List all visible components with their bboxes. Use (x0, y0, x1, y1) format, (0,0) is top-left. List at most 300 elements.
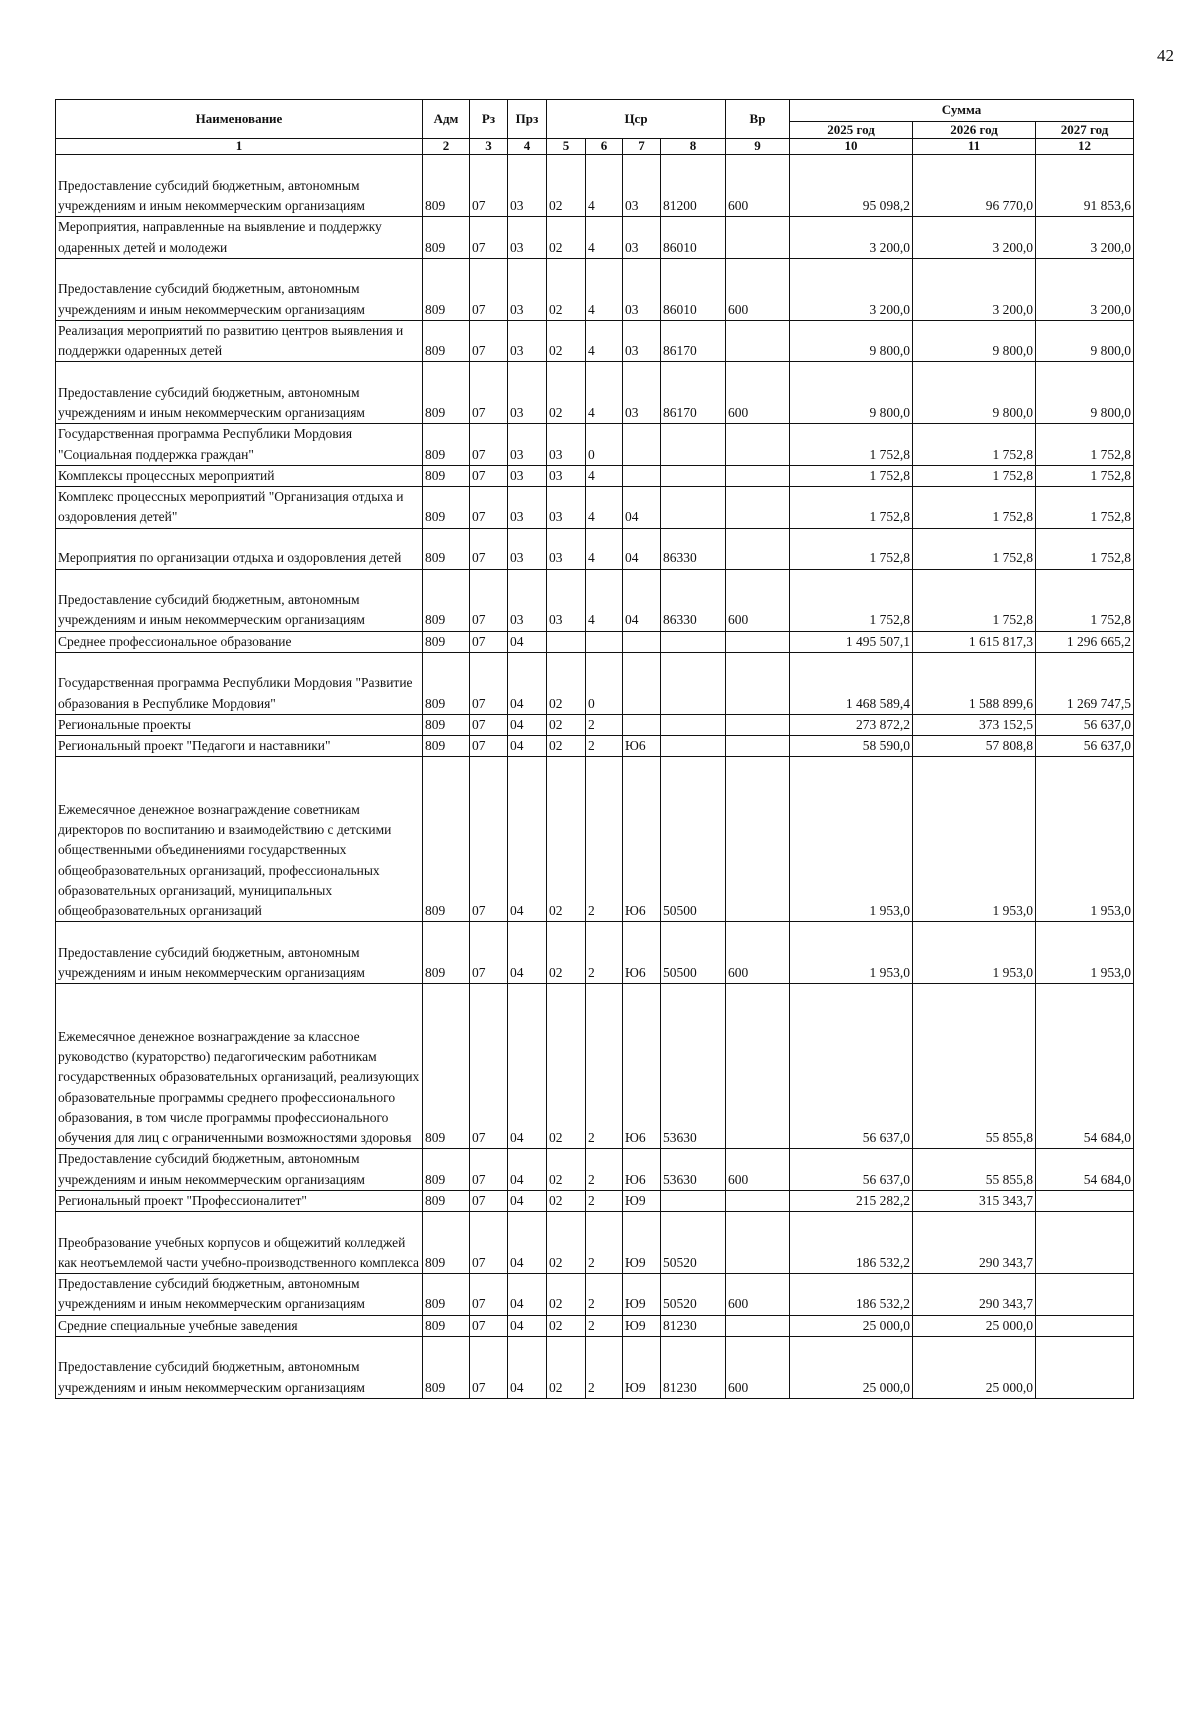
row-adm: 809 (423, 1212, 470, 1274)
header-name: Наименование (56, 100, 423, 139)
row-sum-2025: 9 800,0 (790, 362, 913, 424)
row-sum-2026: 373 152,5 (913, 714, 1036, 735)
row-sum-2025: 25 000,0 (790, 1315, 913, 1336)
row-csr-direction (661, 1190, 726, 1211)
row-prz: 03 (508, 155, 547, 217)
row-sum-2026: 290 343,7 (913, 1212, 1036, 1274)
row-sum-2025: 1 953,0 (790, 757, 913, 922)
row-name: Государственная программа Республики Мордовия "Социальная поддержка граждан" (56, 424, 423, 466)
table-row (56, 714, 1134, 735)
row-sum-2025: 273 872,2 (790, 714, 913, 735)
row-adm: 809 (423, 487, 470, 529)
col-number: 5 (547, 139, 586, 155)
row-csr-direction (661, 714, 726, 735)
row-prz: 04 (508, 1149, 547, 1191)
row-csr-program: 02 (547, 1274, 586, 1316)
row-sum-2026: 9 800,0 (913, 362, 1036, 424)
header-rz: Рз (470, 100, 508, 139)
table-row (56, 569, 1134, 631)
header-prz: Прз (508, 100, 547, 139)
table-row (56, 1274, 1134, 1316)
row-sum-2026: 1 752,8 (913, 569, 1036, 631)
row-csr-program: 02 (547, 1212, 586, 1274)
row-adm: 809 (423, 631, 470, 652)
row-csr-program: 03 (547, 465, 586, 486)
row-sum-2027: 54 684,0 (1036, 984, 1134, 1149)
row-adm: 809 (423, 569, 470, 631)
row-csr-type: 0 (586, 652, 623, 714)
row-csr-direction: 86170 (661, 362, 726, 424)
row-prz: 03 (508, 362, 547, 424)
row-csr-program: 02 (547, 922, 586, 984)
row-sum-2025: 1 752,8 (790, 424, 913, 466)
row-rz: 07 (470, 569, 508, 631)
row-sum-2025: 58 590,0 (790, 736, 913, 757)
table-row (56, 1315, 1134, 1336)
row-csr-structure: Ю6 (623, 984, 661, 1149)
row-sum-2027 (1036, 1212, 1134, 1274)
row-adm: 809 (423, 1336, 470, 1398)
row-rz: 07 (470, 1315, 508, 1336)
row-csr-type: 2 (586, 1190, 623, 1211)
row-sum-2026: 1 752,8 (913, 528, 1036, 569)
row-csr-structure (623, 424, 661, 466)
row-csr-structure: Ю6 (623, 922, 661, 984)
row-rz: 07 (470, 1149, 508, 1191)
table-row (56, 757, 1134, 922)
row-csr-structure: Ю9 (623, 1274, 661, 1316)
row-sum-2025: 1 752,8 (790, 528, 913, 569)
table-row (56, 1336, 1134, 1398)
row-csr-program: 03 (547, 487, 586, 529)
row-adm: 809 (423, 217, 470, 259)
row-prz: 04 (508, 652, 547, 714)
col-number: 6 (586, 139, 623, 155)
row-sum-2025: 3 200,0 (790, 258, 913, 320)
table-row (56, 528, 1134, 569)
row-csr-type: 4 (586, 217, 623, 259)
col-number: 4 (508, 139, 547, 155)
row-vr (726, 424, 790, 466)
row-prz: 04 (508, 757, 547, 922)
row-prz: 04 (508, 1336, 547, 1398)
table-row (56, 217, 1134, 259)
row-vr (726, 631, 790, 652)
row-name: Государственная программа Республики Мордовия "Развитие образования в Республике Мордовия" (56, 652, 423, 714)
row-rz: 07 (470, 1190, 508, 1211)
row-sum-2026: 1 752,8 (913, 487, 1036, 529)
row-csr-type: 2 (586, 736, 623, 757)
row-prz: 04 (508, 922, 547, 984)
row-vr (726, 1212, 790, 1274)
col-number: 2 (423, 139, 470, 155)
row-rz: 07 (470, 984, 508, 1149)
row-csr-program: 02 (547, 757, 586, 922)
row-csr-type: 4 (586, 362, 623, 424)
table-row (56, 424, 1134, 466)
row-prz: 04 (508, 1190, 547, 1211)
row-sum-2025: 1 468 589,4 (790, 652, 913, 714)
row-csr-direction: 86010 (661, 217, 726, 259)
row-adm: 809 (423, 714, 470, 735)
row-sum-2026: 290 343,7 (913, 1274, 1036, 1316)
row-rz: 07 (470, 652, 508, 714)
row-prz: 03 (508, 569, 547, 631)
row-adm: 809 (423, 922, 470, 984)
row-adm: 809 (423, 424, 470, 466)
row-vr (726, 465, 790, 486)
row-sum-2025: 25 000,0 (790, 1336, 913, 1398)
row-sum-2027: 1 269 747,5 (1036, 652, 1134, 714)
row-rz: 07 (470, 1212, 508, 1274)
row-name: Комплекс процессных мероприятий "Организация отдыха и оздоровления детей" (56, 487, 423, 529)
row-sum-2027: 1 752,8 (1036, 465, 1134, 486)
header-adm: Адм (423, 100, 470, 139)
row-sum-2026: 1 752,8 (913, 424, 1036, 466)
row-csr-program: 02 (547, 362, 586, 424)
row-vr (726, 714, 790, 735)
row-csr-direction (661, 465, 726, 486)
row-sum-2027 (1036, 1315, 1134, 1336)
row-sum-2025: 1 953,0 (790, 922, 913, 984)
row-vr: 600 (726, 922, 790, 984)
row-name: Преобразование учебных корпусов и общежитий колледжей как неотъемлемой части учебно-производственного комплекса (56, 1212, 423, 1274)
row-prz: 04 (508, 1274, 547, 1316)
row-sum-2026: 3 200,0 (913, 217, 1036, 259)
row-rz: 07 (470, 631, 508, 652)
row-csr-direction: 50500 (661, 757, 726, 922)
row-sum-2027: 3 200,0 (1036, 217, 1134, 259)
row-csr-program: 02 (547, 258, 586, 320)
row-sum-2026: 57 808,8 (913, 736, 1036, 757)
header-year-2025: 2025 год (790, 122, 913, 139)
row-sum-2025: 186 532,2 (790, 1212, 913, 1274)
row-sum-2025: 56 637,0 (790, 1149, 913, 1191)
row-csr-structure: 03 (623, 217, 661, 259)
row-sum-2027: 1 296 665,2 (1036, 631, 1134, 652)
row-prz: 03 (508, 424, 547, 466)
row-csr-direction: 50520 (661, 1212, 726, 1274)
row-csr-direction (661, 652, 726, 714)
row-rz: 07 (470, 714, 508, 735)
row-sum-2026: 1 588 899,6 (913, 652, 1036, 714)
row-sum-2027: 9 800,0 (1036, 320, 1134, 362)
row-csr-type: 2 (586, 922, 623, 984)
row-adm: 809 (423, 258, 470, 320)
row-prz: 04 (508, 1212, 547, 1274)
header-csr: Цср (547, 100, 726, 139)
table-row (56, 631, 1134, 652)
row-adm: 809 (423, 984, 470, 1149)
row-csr-type: 0 (586, 424, 623, 466)
row-name: Реализация мероприятий по развитию центров выявления и поддержки одаренных детей (56, 320, 423, 362)
row-vr: 600 (726, 1336, 790, 1398)
row-csr-program: 02 (547, 714, 586, 735)
row-sum-2026: 1 953,0 (913, 922, 1036, 984)
row-name: Предоставление субсидий бюджетным, автономным учреждениям и иным некоммерческим организациям (56, 1149, 423, 1191)
row-name: Предоставление субсидий бюджетным, автономным учреждениям и иным некоммерческим организациям (56, 569, 423, 631)
row-vr (726, 217, 790, 259)
row-adm: 809 (423, 1274, 470, 1316)
row-sum-2027: 9 800,0 (1036, 362, 1134, 424)
row-sum-2025: 95 098,2 (790, 155, 913, 217)
row-csr-structure: 04 (623, 569, 661, 631)
row-sum-2026: 96 770,0 (913, 155, 1036, 217)
row-csr-program: 02 (547, 320, 586, 362)
row-prz: 04 (508, 1315, 547, 1336)
row-csr-structure: Ю9 (623, 1336, 661, 1398)
row-csr-direction: 53630 (661, 1149, 726, 1191)
row-adm: 809 (423, 362, 470, 424)
row-vr (726, 320, 790, 362)
row-adm: 809 (423, 736, 470, 757)
row-csr-type (586, 631, 623, 652)
page-number: 42 (1157, 46, 1174, 65)
row-csr-structure: 04 (623, 528, 661, 569)
row-adm: 809 (423, 1190, 470, 1211)
row-csr-type: 4 (586, 258, 623, 320)
row-sum-2025: 9 800,0 (790, 320, 913, 362)
row-name: Предоставление субсидий бюджетным, автономным учреждениям и иным некоммерческим организациям (56, 1274, 423, 1316)
row-adm: 809 (423, 757, 470, 922)
row-sum-2025: 3 200,0 (790, 217, 913, 259)
row-csr-type: 2 (586, 1149, 623, 1191)
row-csr-program: 02 (547, 1149, 586, 1191)
row-csr-direction (661, 631, 726, 652)
row-sum-2027: 1 752,8 (1036, 424, 1134, 466)
row-csr-direction (661, 424, 726, 466)
budget-table-body (56, 155, 1134, 1399)
row-csr-structure (623, 714, 661, 735)
row-prz: 03 (508, 465, 547, 486)
col-number: 9 (726, 139, 790, 155)
row-csr-structure (623, 465, 661, 486)
row-csr-type: 2 (586, 1212, 623, 1274)
row-vr (726, 652, 790, 714)
row-sum-2027 (1036, 1274, 1134, 1316)
row-sum-2026: 1 752,8 (913, 465, 1036, 486)
row-name: Ежемесячное денежное вознаграждение советникам директоров по воспитанию и взаимодействию с детскими общественными объединениями государственных общеобразовательных организаций, профессиональных образовательных организаций, муниципальных общеобразовательных организаций (56, 757, 423, 922)
row-vr: 600 (726, 1274, 790, 1316)
row-name: Мероприятия по организации отдыха и оздоровления детей (56, 528, 423, 569)
table-row (56, 652, 1134, 714)
row-sum-2027: 56 637,0 (1036, 736, 1134, 757)
row-name: Средние специальные учебные заведения (56, 1315, 423, 1336)
row-name: Среднее профессиональное образование (56, 631, 423, 652)
row-rz: 07 (470, 922, 508, 984)
row-name: Региональный проект "Профессионалитет" (56, 1190, 423, 1211)
row-csr-program: 02 (547, 217, 586, 259)
col-number: 10 (790, 139, 913, 155)
row-prz: 03 (508, 258, 547, 320)
row-csr-structure: 03 (623, 258, 661, 320)
row-sum-2026: 315 343,7 (913, 1190, 1036, 1211)
row-prz: 03 (508, 528, 547, 569)
row-rz: 07 (470, 757, 508, 922)
row-name: Предоставление субсидий бюджетным, автономным учреждениям и иным некоммерческим организациям (56, 1336, 423, 1398)
row-name: Предоставление субсидий бюджетным, автономным учреждениям и иным некоммерческим организациям (56, 155, 423, 217)
row-prz: 03 (508, 320, 547, 362)
row-prz: 04 (508, 714, 547, 735)
row-csr-program: 02 (547, 1190, 586, 1211)
header-year-2026: 2026 год (913, 122, 1036, 139)
col-number: 11 (913, 139, 1036, 155)
row-rz: 07 (470, 528, 508, 569)
row-sum-2027: 1 953,0 (1036, 757, 1134, 922)
row-vr (726, 984, 790, 1149)
row-csr-program: 03 (547, 424, 586, 466)
row-adm: 809 (423, 320, 470, 362)
row-prz: 04 (508, 736, 547, 757)
row-sum-2025: 1 752,8 (790, 487, 913, 529)
row-name: Предоставление субсидий бюджетным, автономным учреждениям и иным некоммерческим организациям (56, 258, 423, 320)
row-csr-structure: 04 (623, 487, 661, 529)
row-name: Предоставление субсидий бюджетным, автономным учреждениям и иным некоммерческим организациям (56, 362, 423, 424)
row-sum-2027: 1 752,8 (1036, 569, 1134, 631)
row-name: Ежемесячное денежное вознаграждение за классное руководство (кураторство) педагогическим работникам государственных образовательных организаций, реализующих образовательные программы среднего профессионального образования, в том числе программы профессионального обучения для лиц с ограниченными возможностями здоровья (56, 984, 423, 1149)
row-sum-2025: 215 282,2 (790, 1190, 913, 1211)
col-number: 1 (56, 139, 423, 155)
row-vr (726, 757, 790, 922)
row-csr-type: 2 (586, 1336, 623, 1398)
row-prz: 04 (508, 631, 547, 652)
row-sum-2027: 3 200,0 (1036, 258, 1134, 320)
table-row (56, 155, 1134, 217)
row-adm: 809 (423, 652, 470, 714)
row-vr: 600 (726, 1149, 790, 1191)
row-csr-direction: 81200 (661, 155, 726, 217)
row-csr-structure: Ю9 (623, 1190, 661, 1211)
row-name: Региональный проект "Педагоги и наставники" (56, 736, 423, 757)
table-row (56, 320, 1134, 362)
row-csr-type: 2 (586, 714, 623, 735)
table-row (56, 922, 1134, 984)
row-csr-direction: 50500 (661, 922, 726, 984)
table-row (56, 1190, 1134, 1211)
row-vr (726, 487, 790, 529)
row-prz: 04 (508, 984, 547, 1149)
row-sum-2027: 54 684,0 (1036, 1149, 1134, 1191)
row-sum-2025: 186 532,2 (790, 1274, 913, 1316)
col-number: 12 (1036, 139, 1134, 155)
row-name: Комплексы процессных мероприятий (56, 465, 423, 486)
row-csr-program: 02 (547, 155, 586, 217)
row-sum-2026: 55 855,8 (913, 1149, 1036, 1191)
row-vr: 600 (726, 569, 790, 631)
row-sum-2026: 25 000,0 (913, 1315, 1036, 1336)
row-sum-2026: 1 615 817,3 (913, 631, 1036, 652)
table-row (56, 258, 1134, 320)
row-rz: 07 (470, 155, 508, 217)
row-csr-direction: 81230 (661, 1336, 726, 1398)
row-csr-structure: 03 (623, 155, 661, 217)
table-row (56, 984, 1134, 1149)
row-csr-structure: Ю6 (623, 1149, 661, 1191)
table-row (56, 736, 1134, 757)
row-csr-program (547, 631, 586, 652)
row-csr-structure: Ю6 (623, 736, 661, 757)
row-csr-program: 02 (547, 984, 586, 1149)
row-csr-program: 02 (547, 652, 586, 714)
header-sum: Сумма (790, 100, 1134, 122)
row-sum-2027: 1 752,8 (1036, 528, 1134, 569)
row-adm: 809 (423, 1315, 470, 1336)
row-sum-2025: 1 495 507,1 (790, 631, 913, 652)
row-rz: 07 (470, 465, 508, 486)
row-sum-2025: 1 752,8 (790, 465, 913, 486)
row-sum-2027 (1036, 1336, 1134, 1398)
row-csr-direction (661, 487, 726, 529)
row-csr-program: 02 (547, 1336, 586, 1398)
col-number: 7 (623, 139, 661, 155)
row-sum-2027: 1 752,8 (1036, 487, 1134, 529)
row-sum-2026: 3 200,0 (913, 258, 1036, 320)
row-sum-2026: 25 000,0 (913, 1336, 1036, 1398)
row-csr-type: 2 (586, 1274, 623, 1316)
row-name: Предоставление субсидий бюджетным, автономным учреждениям и иным некоммерческим организациям (56, 922, 423, 984)
row-csr-direction: 50520 (661, 1274, 726, 1316)
col-number: 8 (661, 139, 726, 155)
row-csr-type: 4 (586, 528, 623, 569)
row-rz: 07 (470, 217, 508, 259)
row-csr-direction: 86010 (661, 258, 726, 320)
table-row (56, 487, 1134, 529)
budget-table (55, 99, 1134, 1399)
row-vr (726, 1190, 790, 1211)
row-rz: 07 (470, 1274, 508, 1316)
row-csr-direction: 81230 (661, 1315, 726, 1336)
row-rz: 07 (470, 1336, 508, 1398)
row-vr: 600 (726, 362, 790, 424)
row-csr-program: 02 (547, 736, 586, 757)
row-rz: 07 (470, 487, 508, 529)
row-csr-program: 03 (547, 528, 586, 569)
row-vr: 600 (726, 258, 790, 320)
row-csr-type: 4 (586, 320, 623, 362)
row-vr (726, 736, 790, 757)
row-sum-2027: 91 853,6 (1036, 155, 1134, 217)
row-csr-type: 4 (586, 465, 623, 486)
row-csr-direction: 53630 (661, 984, 726, 1149)
row-csr-direction: 86170 (661, 320, 726, 362)
row-sum-2027: 56 637,0 (1036, 714, 1134, 735)
row-csr-structure (623, 631, 661, 652)
row-rz: 07 (470, 258, 508, 320)
row-sum-2025: 1 752,8 (790, 569, 913, 631)
row-csr-structure: Ю6 (623, 757, 661, 922)
row-prz: 03 (508, 217, 547, 259)
row-vr (726, 528, 790, 569)
row-sum-2027 (1036, 1190, 1134, 1211)
row-csr-program: 02 (547, 1315, 586, 1336)
row-csr-direction: 86330 (661, 569, 726, 631)
row-sum-2026: 1 953,0 (913, 757, 1036, 922)
row-adm: 809 (423, 528, 470, 569)
table-row (56, 465, 1134, 486)
col-number: 3 (470, 139, 508, 155)
row-csr-type: 2 (586, 1315, 623, 1336)
row-adm: 809 (423, 155, 470, 217)
row-rz: 07 (470, 736, 508, 757)
table-row (56, 362, 1134, 424)
row-prz: 03 (508, 487, 547, 529)
table-row (56, 1149, 1134, 1191)
row-csr-structure: 03 (623, 320, 661, 362)
row-rz: 07 (470, 320, 508, 362)
table-row (56, 1212, 1134, 1274)
row-csr-structure: 03 (623, 362, 661, 424)
row-sum-2027: 1 953,0 (1036, 922, 1134, 984)
